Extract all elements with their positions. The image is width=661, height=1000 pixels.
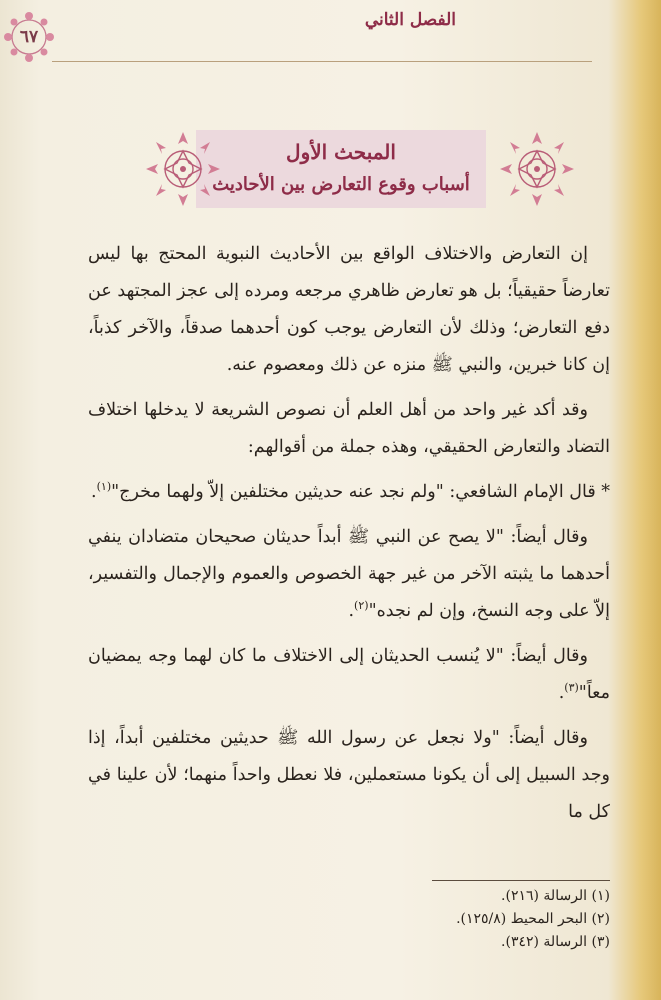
footnotes xyxy=(250,885,610,954)
quote-paragraph: وقال أيضاً: "لا يُنسب الحديثان إلى الاختلاف ما كان لهما وجه يمضيان معاً"$^{(٣)}$. xyxy=(88,646,610,703)
quote-text: وقال أيضاً: "لا يُنسب الحديثان إلى الاختلاف ما كان لهما وجه يمضيان معاً" xyxy=(88,646,610,703)
body-text xyxy=(88,236,610,839)
footnote-ref: (١) xyxy=(96,480,112,494)
floral-rosette-icon xyxy=(496,128,578,210)
footnote-divider xyxy=(432,880,610,881)
chapter-title: الفصل الثاني xyxy=(364,10,456,30)
header-divider xyxy=(52,61,592,62)
page-number-badge xyxy=(2,10,56,64)
page-number: ٦٧ xyxy=(19,27,39,47)
quote-paragraph: وقال أيضاً: "لا يصح عن النبي ﷺ أبداً حديثان صحيحان متضادان ينفي أحدهما ما يثبته الآخر من غير جهة الخصوص والعموم والإجمال والتفسير، إلاّ على وجه النسخ، وإن لم نجده"$^{(٢)}$. xyxy=(88,527,610,621)
paragraph: وقال أيضاً: "ولا نجعل عن رسول الله ﷺ حديثين مختلفين أبداً، إذا وجد السبيل إلى أن يكونا مستعملين، فلا نعطل واحداً منهما؛ لأن علينا في كل ما xyxy=(88,728,610,822)
section-title: المبحث الأول xyxy=(286,140,396,164)
footnote: (٢) البحر المحيط (١٢٥/٨). xyxy=(456,911,610,927)
footnote-ref: (٢) xyxy=(354,599,369,613)
quote-text: وقال أيضاً: "لا يصح عن النبي ﷺ أبداً حديثان صحيحان متضادان ينفي أحدهما ما يثبته الآخر من غير جهة الخصوص والعموم والإجمال والتفسير، إلاّ على وجه النسخ، وإن لم نجده" xyxy=(88,527,610,621)
quote-text: * قال الإمام الشافعي: "ولم نجد عنه حديثين مختلفين إلاّ ولهما مخرج" xyxy=(111,482,610,502)
footnote: (١) الرسالة (٢١٦). xyxy=(501,888,610,904)
quote-paragraph: * قال الإمام الشافعي: "ولم نجد عنه حديثين مختلفين إلاّ ولهما مخرج"$^{(١)}$. xyxy=(91,480,610,502)
paragraph: وقد أكد غير واحد من أهل العلم أن نصوص الشريعة لا يدخلها اختلاف التضاد والتعارض الحقيقي، وهذه جملة من أقوالهم: xyxy=(88,400,610,457)
paragraph: إن التعارض والاختلاف الواقع بين الأحاديث النبوية المحتج بها ليس تعارضاً حقيقياً؛ بل هو تعارض ظاهري مرجعه ومرده إلى عجز المجتهد عن دفع التعارض؛ وذلك لأن التعارض يوجب كون أحدهما صدقاً، والآخر كذباً، إن كانا خبرين، والنبي ﷺ منزه عن ذلك ومعصوم عنه. xyxy=(88,244,610,375)
section-subtitle: أسباب وقوع التعارض بين الأحاديث xyxy=(212,174,470,195)
footnote-ref: (٣) xyxy=(564,681,579,695)
page-header xyxy=(40,22,610,62)
footnote: (٣) الرسالة (٣٤٢). xyxy=(501,934,610,950)
